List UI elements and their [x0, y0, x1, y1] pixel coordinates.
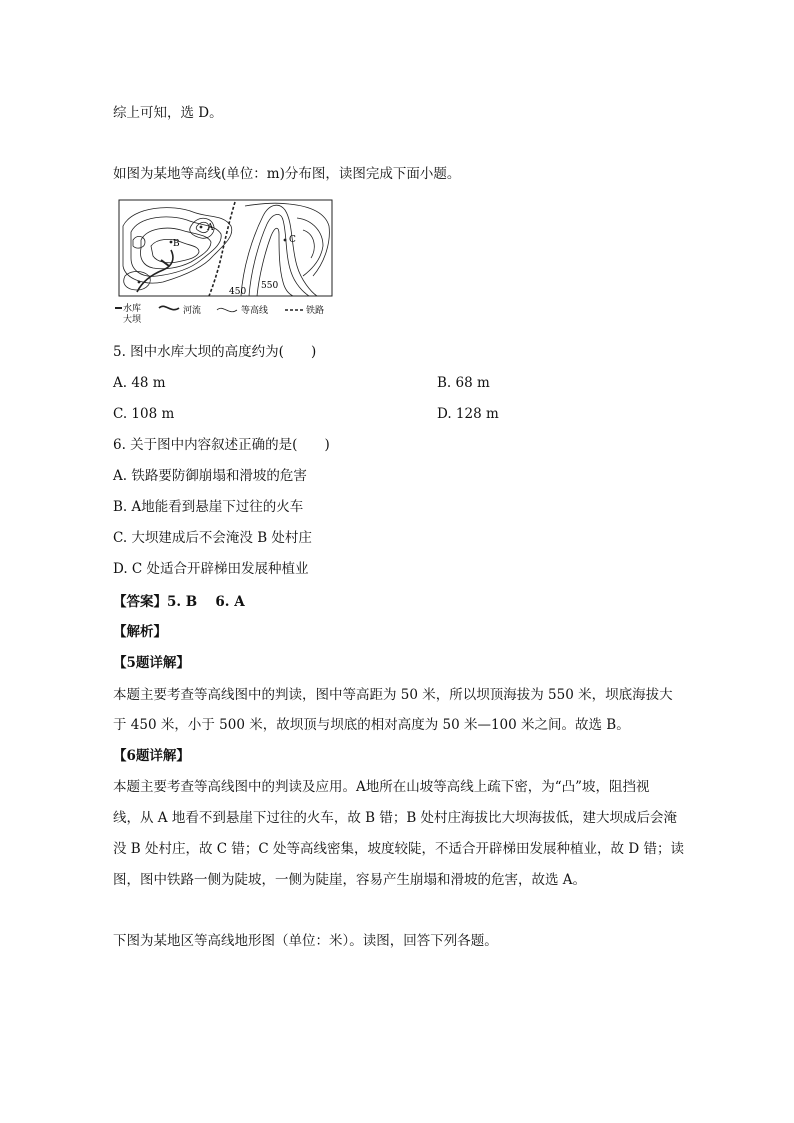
q6-option-a: A. 铁路要防御崩塌和滑坡的危害 — [113, 468, 307, 484]
q6-detail-line-1: 本题主要考查等高线图中的判读及应用。A地所在山坡等高线上疏下密，为“凸”坡，阻挡视 — [113, 779, 650, 795]
q6-stem: 6. 关于图中内容叙述正确的是( ) — [113, 437, 330, 453]
legend-contour-label: 等高线 — [241, 306, 269, 316]
point-label-a: A — [207, 223, 214, 233]
group2-intro: 下图为某地区等高线地形图（单位：米）。读图，回答下列各题。 — [113, 933, 498, 949]
legend-dam-label-2: 大坝 — [123, 315, 142, 324]
q5-option-b: B. 68 m — [437, 375, 490, 391]
contour-map — [113, 196, 338, 324]
q6-detail-line-3: 没 B 处村庄，故 C 错；C 处等高线密集，坡度较陡，不适合开辟梯田发展种植业，故 D 错；读 — [113, 841, 684, 857]
q5-detail-heading: 【5题详解】 — [113, 655, 190, 671]
legend-railway-label: 铁路 — [306, 306, 325, 316]
q6-option-d: D. C 处适合开辟梯田发展种植业 — [113, 561, 309, 577]
q6-option-b: B. A地能看到悬崖下过往的火车 — [113, 499, 304, 515]
analysis-heading: 【解析】 — [113, 624, 167, 640]
contour-label-450: 450 — [229, 287, 247, 297]
point-label-b: B — [173, 239, 180, 249]
q6-detail-line-4: 图，图中铁路一侧为陡坡，一侧为陡崖，容易产生崩塌和滑坡的危害，故选 A。 — [113, 872, 587, 888]
q6-detail-heading: 【6题详解】 — [113, 748, 190, 764]
point-label-c: C — [289, 235, 296, 245]
prev-conclusion: 综上可知，选 D。 — [113, 105, 223, 121]
q6-detail-line-2: 线，从 A 地看不到悬崖下过往的火车，故 B 错；B 处村庄海拔比大坝海拔低，建大坝成后会淹 — [113, 810, 678, 826]
q5-option-a: A. 48 m — [113, 375, 166, 391]
legend-river-label: 河流 — [183, 306, 202, 316]
answer-line: 【答案】5. B 6. A — [113, 594, 245, 610]
q5-detail-line-2: 于 450 米，小于 500 米，故坝顶与坝底的相对高度为 50 米—100 米之间。故选 B。 — [113, 717, 630, 733]
contour-label-550: 550 — [261, 281, 279, 291]
group1-intro: 如图为某地等高线(单位：m)分布图，读图完成下面小题。 — [113, 166, 461, 182]
q5-option-d: D. 128 m — [437, 406, 499, 422]
q6-option-c: C. 大坝建成后不会淹没 B 处村庄 — [113, 530, 312, 546]
q5-option-c: C. 108 m — [113, 406, 175, 422]
q5-stem: 5. 图中水库大坝的高度约为( ) — [113, 344, 317, 360]
legend-dam-label: 水库 — [123, 304, 142, 314]
q5-detail-line-1: 本题主要考查等高线图中的判读，图中等高距为 50 米，所以坝顶海拔为 550 米，坝底海拔大 — [113, 687, 673, 703]
